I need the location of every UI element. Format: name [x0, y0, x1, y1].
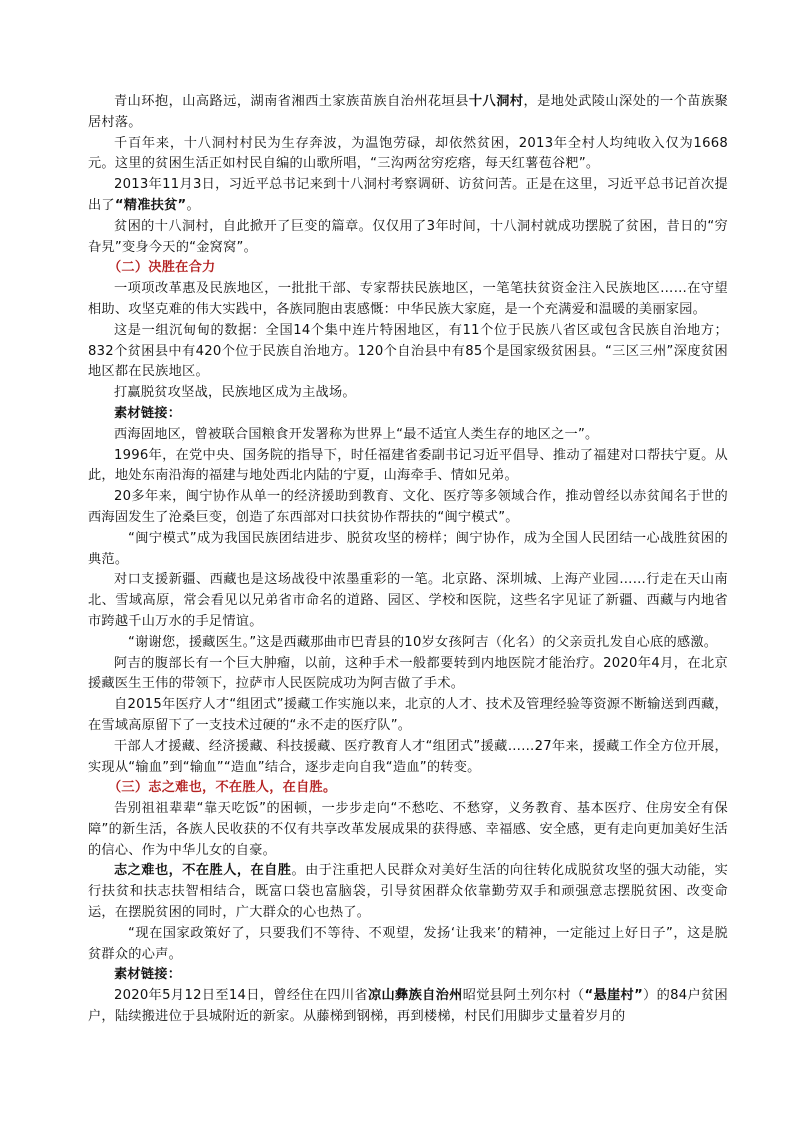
material-link-label [88, 404, 728, 425]
section-heading [88, 778, 728, 799]
paragraph [88, 861, 728, 923]
text-run: 阿吉的腹部长有一个巨大肿瘤，以前，这种手术一般都要转到内地医院才能治疗。2020年4月，在北京援藏医生王伟的带领下，拉萨市人民医院成功为阿吉做了手术。 [88, 655, 728, 692]
emphasis-text: 十八洞村 [468, 94, 524, 109]
text-run: 2020年5月12日至14日，曾经住在四川省 [114, 988, 368, 1004]
text-run: 素材链接： [114, 405, 182, 421]
paragraph [88, 487, 728, 529]
paragraph [88, 383, 728, 404]
text-run: ，是地处武陵山深处的一个苗族聚居村落。 [88, 94, 729, 130]
text-run: 20多年来，闽宁协作从单一的经济援助到教育、文化、医疗等多领域合作，推动曾经以赤贫闻名于世的西海固发生了沧桑巨变，创造了东西部对口扶贫协作帮扶的“闽宁模式”。 [88, 489, 728, 525]
text-run: 1996年，在党中央、国务院的指导下，时任福建省委副书记习近平倡导、推动了福建对口帮扶宁夏。从此，地处东南沿海的福建与地处西北内陆的宁夏，山海牵手、情如兄弟。 [88, 447, 728, 484]
text-run: 自2015年医疗人才“组团式”援藏工作实施以来，北京的人才、技术及管理经验等资源不断输送到西藏，在雪域高原留下了一支技术过硬的“永不走的医疗队”。 [88, 697, 728, 733]
paragraph [88, 924, 728, 966]
text-run: 这是一组沉甸甸的数据：全国14个集中连片特困地区，有11个位于民族八省区或包含民族自治地方；832个贫困县中有420个位于民族自治地方。120个自治县中有85个是国家级贫困县。“三区三州”深度贫困地区都在民族地区。 [88, 322, 728, 380]
text-run: 素材链接： [114, 967, 182, 983]
text-run: 。 [186, 197, 200, 213]
text-run: “现在国家政策好了，只要我们不等待、不观望，发扬‘让我来’的精神，一定能过上好日子”，这是脱贫群众的心声。 [88, 925, 728, 962]
text-run: 对口支援新疆、西藏也是这场战役中浓墨重彩的一笔。北京路、深圳城、上海产业园……行走在天山南北、雪域高原，常会看见以兄弟省市命名的道路、园区、学校和医院，这些名字见证了新疆、西藏与内地省市跨越千山万水的手足情谊。 [88, 572, 728, 629]
text-run: 一项项改革惠及民族地区，一批批干部、专家帮扶民族地区，一笔笔扶贫资金注入民族地区……在守望相助、攻坚克难的伟大实践中，各族同胞由衷感慨：中华民族大家庭，是一个充满爱和温暖的美丽家园。 [88, 281, 728, 317]
emphasis-text: 凉山彝族自治州 [368, 988, 463, 1004]
paragraph [88, 986, 728, 1028]
paragraph [88, 695, 728, 737]
emphasis-text: “悬崖村” [584, 988, 643, 1004]
paragraph [88, 175, 728, 217]
text-run: 千百年来，十八洞村村民为生存奔波，为温饱劳碌，却依然贫困，2013年全村人均纯收入仅为1668元。这里的贫困生活正如村民自编的山歌所唱，“三沟两岔穷疙瘩，每天红薯苞谷粑”。 [88, 135, 728, 172]
text-run: 。由于注重把人民群众对美好生活的向往转化成脱贫攻坚的强大动能，实行扶贫和扶志扶智相结合，既富口袋也富脑袋，引导贫困群众依靠勤劳双手和顽强意志摆脱贫困、改变命运，在摆脱贫困的同时，广大群众的心也热了。 [88, 863, 729, 921]
paragraph [88, 529, 728, 571]
paragraph [88, 654, 728, 696]
text-run: 2013年11月3日，习近平总书记来到十八洞村考察调研、访贫问苦。正是在这里，习近平总书记首次提出了 [88, 177, 728, 213]
document-page [88, 92, 728, 1028]
emphasis-text: “精准扶贫” [114, 197, 187, 213]
text-run: （三）志之难也，不在胜人，在自胜。 [108, 780, 337, 796]
paragraph [88, 92, 728, 134]
section-heading [88, 258, 728, 279]
text-run: 干部人才援藏、经济援藏、科技援藏、医疗教育人才“组团式”援藏……27年来，援藏工作全方位开展，实现从“输血”到“输血”“造血”结合，逐步走向自我“造血”的转变。 [88, 738, 728, 775]
text-run: 西海固地区，曾被联合国粮食开发署称为世界上“最不适宜人类生存的地区之一”。 [114, 426, 599, 442]
text-run: 贫困的十八洞村，自此掀开了巨变的篇章。仅仅用了3年时间，十八洞村就成功摆脱了贫困，昔日的“穷旮旯”变身今天的“金窝窝”。 [88, 218, 728, 255]
paragraph [88, 321, 728, 383]
paragraph [88, 425, 728, 446]
text-run: 打赢脱贫攻坚战，民族地区成为主战场。 [114, 385, 356, 401]
paragraph [88, 217, 728, 259]
text-run: “闽宁模式”成为我国民族团结进步、脱贫攻坚的榜样；闽宁协作，成为全国人民团结一心战胜贫困的典范。 [88, 530, 728, 567]
paragraph [88, 570, 728, 632]
paragraph [88, 633, 728, 654]
text-run: ）的84户贫困户，陆续搬进位于县城附近的新家。从藤梯到钢梯，再到楼梯，村民们用脚步丈量着岁月的 [88, 988, 728, 1025]
emphasis-text: 志之难也，不在胜人，在自胜 [114, 863, 292, 879]
paragraph [88, 799, 728, 861]
material-link-label [88, 965, 728, 986]
paragraph [88, 279, 728, 321]
text-run: 昭觉县阿土列尔村（ [462, 988, 585, 1004]
text-run: （二）决胜在合力 [108, 260, 216, 276]
paragraph [88, 446, 728, 488]
text-run: 青山环抱，山高路远，湖南省湘西土家族苗族自治州花垣县 [114, 94, 469, 109]
text-run: 告别祖祖辈辈“靠天吃饭”的困顿，一步步走向“不愁吃、不愁穿，义务教育、基本医疗、住房安全有保障”的新生活，各族人民收获的不仅有共享改革发展成果的获得感、幸福感、安全感，更有走向更加美好生活的信心、作为中华儿女的自豪。 [88, 801, 728, 858]
text-run: “谢谢您，援藏医生。”这是西藏那曲市巴青县的10岁女孩阿吉（化名）的父亲贡扎发自心底的感激。 [128, 634, 718, 650]
paragraph [88, 737, 728, 779]
paragraph [88, 134, 728, 176]
